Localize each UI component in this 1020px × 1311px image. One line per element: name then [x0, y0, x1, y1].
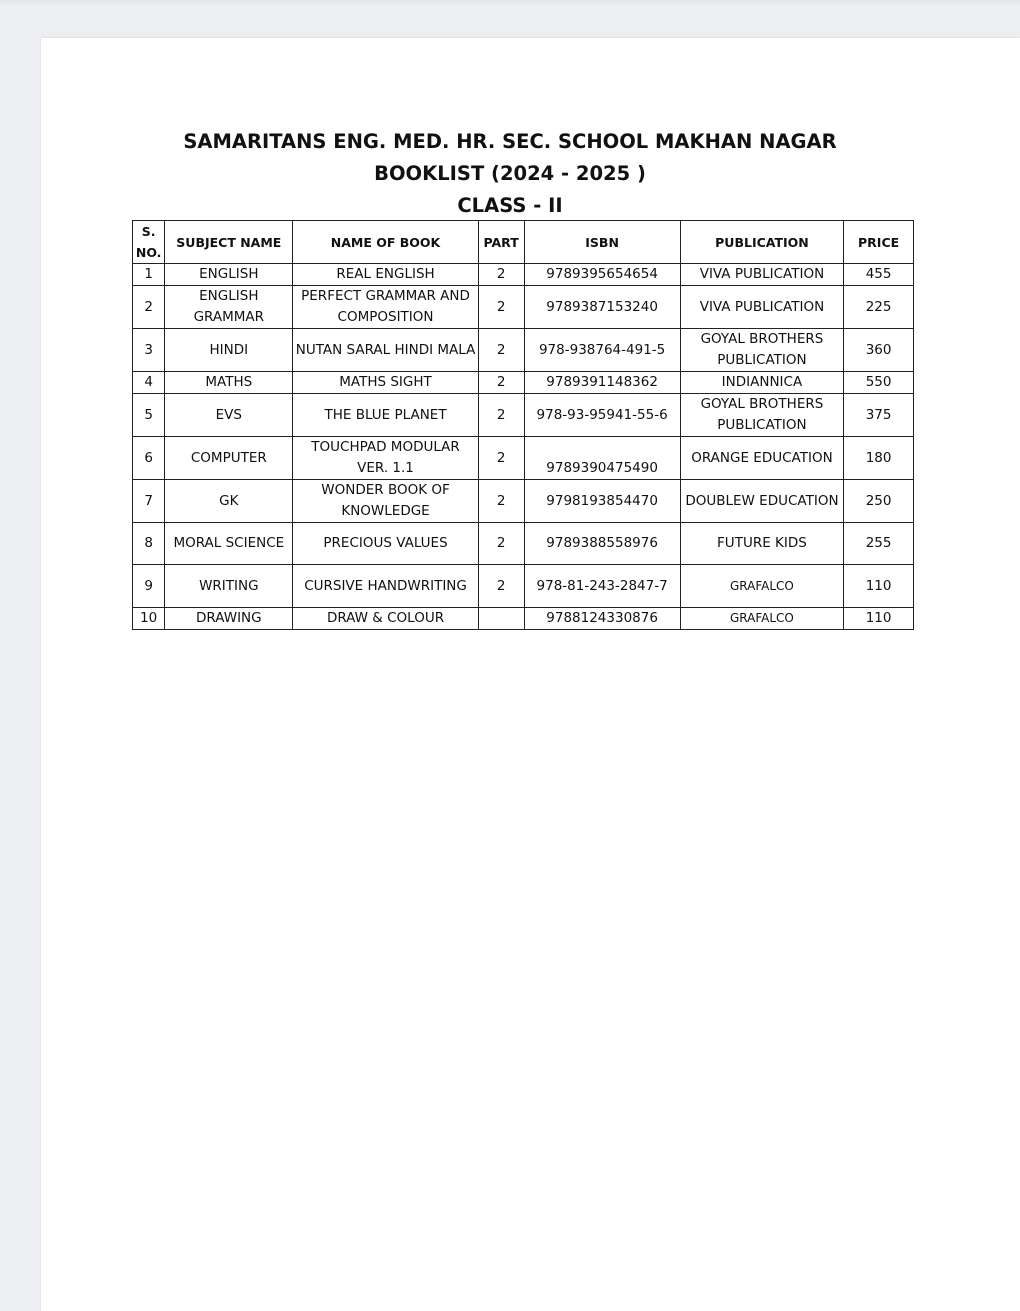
- cell-subject: EVS: [165, 394, 293, 437]
- cell-publication: GOYAL BROTHERS PUBLICATION: [680, 394, 843, 437]
- cell-publication: FUTURE KIDS: [680, 523, 843, 565]
- cell-price: 225: [844, 286, 914, 329]
- cell-subject: DRAWING: [165, 608, 293, 630]
- cell-part: 2: [478, 286, 524, 329]
- header-price: PRICE: [844, 221, 914, 264]
- cell-book: PERFECT GRAMMAR AND COMPOSITION: [293, 286, 478, 329]
- cell-sno: 9: [133, 565, 165, 608]
- cell-subject: HINDI: [165, 329, 293, 372]
- cell-publication: GRAFALCO: [680, 565, 843, 608]
- cell-part: 2: [478, 523, 524, 565]
- cell-part: 2: [478, 565, 524, 608]
- cell-sno: 6: [133, 437, 165, 480]
- table-row: [133, 329, 914, 372]
- class-title: CLASS - II: [457, 194, 563, 217]
- header-publication: PUBLICATION: [680, 221, 843, 264]
- cell-sno: 4: [133, 372, 165, 394]
- cell-sno: 3: [133, 329, 165, 372]
- cell-isbn: 9788124330876: [524, 608, 680, 630]
- cell-isbn: 9789390475490: [524, 437, 680, 480]
- cell-price: 455: [844, 264, 914, 286]
- cell-part: 2: [478, 394, 524, 437]
- cell-book: NUTAN SARAL HINDI MALA: [293, 329, 478, 372]
- cell-book: TOUCHPAD MODULAR VER. 1.1: [293, 437, 478, 480]
- cell-subject: ENGLISH: [165, 264, 293, 286]
- cell-book: MATHS SIGHT: [293, 372, 478, 394]
- cell-book: THE BLUE PLANET: [293, 394, 478, 437]
- cell-sno: 2: [133, 286, 165, 329]
- cell-price: 250: [844, 480, 914, 523]
- cell-isbn: 9789388558976: [524, 523, 680, 565]
- cell-price: 375: [844, 394, 914, 437]
- cell-subject: MORAL SCIENCE: [165, 523, 293, 565]
- cell-part: 2: [478, 437, 524, 480]
- cell-part: 2: [478, 372, 524, 394]
- header-part: PART: [478, 221, 524, 264]
- cell-book: PRECIOUS VALUES: [293, 523, 478, 565]
- cell-isbn: 978-93-95941-55-6: [524, 394, 680, 437]
- booklist-title: BOOKLIST (2024 - 2025 ): [374, 162, 646, 185]
- cell-isbn: 9789387153240: [524, 286, 680, 329]
- cell-book: REAL ENGLISH: [293, 264, 478, 286]
- cell-price: 110: [844, 608, 914, 630]
- header-sno: S. NO.: [133, 221, 165, 264]
- header-isbn: ISBN: [524, 221, 680, 264]
- cell-sno: 8: [133, 523, 165, 565]
- cell-price: 360: [844, 329, 914, 372]
- cell-price: 550: [844, 372, 914, 394]
- cell-book: CURSIVE HANDWRITING: [293, 565, 478, 608]
- table-row: [133, 523, 914, 565]
- table-row: [133, 264, 914, 286]
- cell-subject: GK: [165, 480, 293, 523]
- cell-isbn: 9798193854470: [524, 480, 680, 523]
- header-book: NAME OF BOOK: [293, 221, 478, 264]
- table-row: [133, 394, 914, 437]
- cell-sno: 1: [133, 264, 165, 286]
- cell-publication: VIVA PUBLICATION: [680, 286, 843, 329]
- cell-part: [478, 608, 524, 630]
- cell-price: 110: [844, 565, 914, 608]
- cell-sno: 10: [133, 608, 165, 630]
- booklist-table: [132, 220, 914, 630]
- cell-part: 2: [478, 480, 524, 523]
- cell-publication: DOUBLEW EDUCATION: [680, 480, 843, 523]
- cell-isbn: 9789395654654: [524, 264, 680, 286]
- cell-sno: 5: [133, 394, 165, 437]
- cell-part: 2: [478, 264, 524, 286]
- cell-publication: GRAFALCO: [680, 608, 843, 630]
- cell-subject: COMPUTER: [165, 437, 293, 480]
- school-title: SAMARITANS ENG. MED. HR. SEC. SCHOOL MAKHAN NAGAR: [183, 130, 837, 153]
- header-subject: SUBJECT NAME: [165, 221, 293, 264]
- table-row: [133, 480, 914, 523]
- cell-book: DRAW & COLOUR: [293, 608, 478, 630]
- viewer-top-bar: [0, 0, 1020, 8]
- cell-isbn: 9789391148362: [524, 372, 680, 394]
- table-row: [133, 608, 914, 630]
- table-row: [133, 286, 914, 329]
- cell-price: 180: [844, 437, 914, 480]
- table-row: [133, 565, 914, 608]
- cell-book: WONDER BOOK OF KNOWLEDGE: [293, 480, 478, 523]
- cell-part: 2: [478, 329, 524, 372]
- cell-publication: GOYAL BROTHERS PUBLICATION: [680, 329, 843, 372]
- table-row: [133, 437, 914, 480]
- cell-subject: WRITING: [165, 565, 293, 608]
- cell-sno: 7: [133, 480, 165, 523]
- cell-isbn: 978-938764-491-5: [524, 329, 680, 372]
- cell-subject: MATHS: [165, 372, 293, 394]
- table-header-row: [133, 221, 914, 264]
- table-row: [133, 372, 914, 394]
- cell-subject: ENGLISH GRAMMAR: [165, 286, 293, 329]
- cell-price: 255: [844, 523, 914, 565]
- cell-isbn: 978-81-243-2847-7: [524, 565, 680, 608]
- cell-publication: ORANGE EDUCATION: [680, 437, 843, 480]
- cell-publication: INDIANNICA: [680, 372, 843, 394]
- cell-publication: VIVA PUBLICATION: [680, 264, 843, 286]
